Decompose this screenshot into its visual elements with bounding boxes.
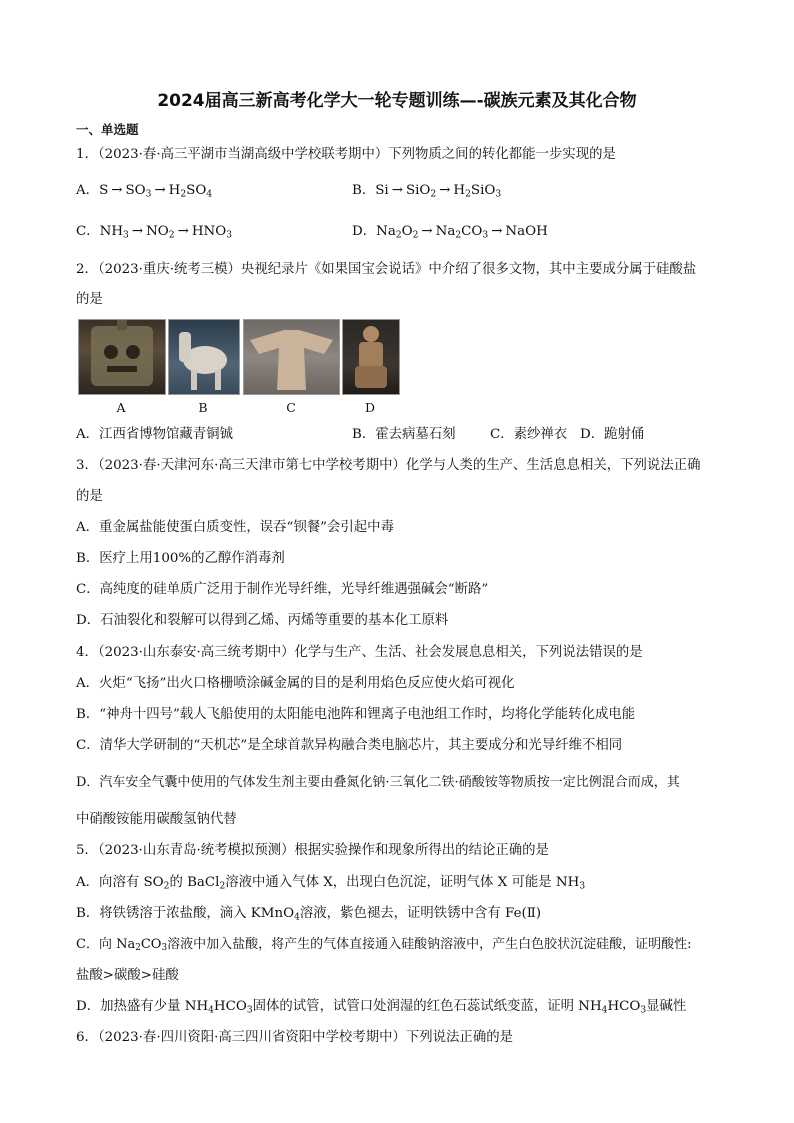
q2-option-c: C．素纱禅衣 bbox=[490, 427, 568, 442]
q1-option-d: D．$Na_2O_2 \to Na_2CO_3$ → NaOH bbox=[352, 224, 548, 241]
q2-option-a: A．江西省博物馆藏青铜铖 bbox=[76, 427, 233, 442]
q5-d-part1: D．加热盛有少量 NH bbox=[76, 999, 209, 1014]
q4-stem: 4．（2023·山东泰安·高三统考期中）化学与生产、生活、社会发展息息相关，下列说法错误的是 bbox=[76, 645, 643, 660]
q1-option-c: C．$NH_3 \to NO_2 \to HNO_3$ bbox=[76, 224, 232, 241]
q5-option-c-line2: 盐酸>碳酸>硅酸 bbox=[76, 968, 179, 983]
q5-option-c-line1: C．向 $Na_2CO_3$溶液中加入盐酸，将产生的气体直接通入硅酸钠溶液中，产生白色胶状沉淀硅酸，证明酸性: bbox=[76, 937, 692, 954]
q4-option-d-line1: D．汽车安全气囊中使用的气体发生剂主要由叠氮化钠·三氧化二铁·硝酸铵等物质按一定比例混合而成，其 bbox=[76, 775, 680, 790]
section-heading: 一、单选题 bbox=[76, 122, 139, 137]
q2-stem-line2: 的是 bbox=[76, 292, 103, 307]
image-label-b: B bbox=[198, 400, 208, 415]
q5-option-b: B．将铁锈溶于浓盐酸，滴入 KMnO$_4$溶液，紫色褪去，证明铁锈中含有 Fe(Ⅱ) bbox=[76, 906, 542, 923]
q5-d-part2: HCO bbox=[213, 999, 247, 1014]
image-label-a: A bbox=[116, 400, 126, 415]
q4-option-a: A．火炬“飞扬”出火口格栅喷涂碱金属的目的是利用焰色反应使火焰可视化 bbox=[76, 676, 515, 691]
q1-option-a: A．$S \to SO_3 \to H_2SO_4$ bbox=[76, 183, 213, 200]
q1-option-b-label: B． bbox=[352, 183, 376, 198]
kneeling-archer-image bbox=[342, 319, 400, 395]
stone-horse-image bbox=[168, 319, 240, 395]
q2-stem-line1: 2．（2023·重庆·统考三模）央视纪录片《如果国宝会说话》中介绍了很多文物，其中主要成分属于硅酸盐 bbox=[76, 262, 697, 277]
q1-stem: 1．（2023·春·高三平湖市当湖高级中学校联考期中）下列物质之间的转化都能一步实现的是 bbox=[76, 147, 616, 162]
q2-option-d: D．跪射俑 bbox=[580, 427, 645, 442]
q1-option-a-label: A． bbox=[76, 183, 100, 198]
q5-option-a: A．向溶有 $SO_2$的 BaCl$_2$溶液中通入气体 X，出现白色沉淀，证明气体 X 可能是 $NH_3$ bbox=[76, 875, 586, 892]
q5-a-part1: A．向溶有 SO bbox=[76, 875, 164, 890]
q5-c-part3: 溶液中加入盐酸，将产生的气体直接通入硅酸钠溶液中，产生白色胶状沉淀硅酸，证明酸性: bbox=[167, 937, 692, 952]
q5-c-part1: C．向 Na bbox=[76, 937, 136, 952]
q5-d-part3: 固体的试管，试管口处润湿的红色石蕊试纸变蓝，证明 NH bbox=[252, 999, 602, 1014]
q5-a-part3: 溶液中通入气体 X，出现白色沉淀，证明气体 X 可能是 NH bbox=[225, 875, 580, 890]
q4-option-b: B．“神舟十四号”载人飞船使用的太阳能电池阵和锂离子电池组工作时，均将化学能转化成电能 bbox=[76, 707, 636, 722]
image-label-d: D bbox=[364, 400, 376, 415]
image-label-c: C bbox=[286, 400, 296, 415]
q1-option-b: B．$Si \to SiO_2 \to H_2SiO_3$ bbox=[352, 183, 502, 200]
q5-c-part2: CO bbox=[140, 937, 162, 952]
q5-option-d: D．加热盛有少量 $NH_4HCO_3$固体的试管，试管口处润湿的红色石蕊试纸变蓝，证明 $NH_4HCO_3$显碱性 bbox=[76, 999, 687, 1016]
silk-robe-image bbox=[243, 319, 340, 395]
q3-option-d: D．石油裂化和裂解可以得到乙烯、丙烯等重要的基本化工原料 bbox=[76, 613, 449, 628]
q2-option-b: B．霍去病墓石刻 bbox=[352, 427, 456, 442]
page-title: 2024届高三新高考化学大一轮专题训练—-碳族元素及其化合物 bbox=[157, 91, 637, 111]
q3-option-a: A．重金属盐能使蛋白质变性，误吞“钡餐”会引起中毒 bbox=[76, 520, 394, 535]
q4-option-d-line2: 中硝酸铵能用碳酸氢钠代替 bbox=[76, 812, 237, 827]
q6-stem: 6．（2023·春·四川资阳·高三四川省资阳中学校考期中）下列说法正确的是 bbox=[76, 1030, 513, 1045]
q5-b-part2: 溶液，紫色褪去，证明铁锈中含有 Fe(Ⅱ) bbox=[299, 906, 542, 921]
bronze-yue-axe-image bbox=[78, 319, 166, 395]
q1-option-c-label: C． bbox=[76, 224, 100, 239]
q5-b-part1: B．将铁锈溶于浓盐酸，滴入 KMnO bbox=[76, 906, 295, 921]
q3-option-b: B．医疗上用100%的乙醇作消毒剂 bbox=[76, 551, 285, 566]
q1-option-d-label: D． bbox=[352, 224, 377, 239]
q4-option-c: C．清华大学研制的“天机芯”是全球首款异构融合类电脑芯片，其主要成分和光导纤维不相同 bbox=[76, 738, 623, 753]
q5-a-part2: 的 BaCl bbox=[169, 875, 220, 890]
q3-option-c: C．高纯度的硅单质广泛用于制作光导纤维，光导纤维遇强碱会“断路” bbox=[76, 582, 489, 597]
q5-d-part4: HCO bbox=[607, 999, 641, 1014]
q5-stem: 5．（2023·山东青岛·统考模拟预测）根据实验操作和现象所得出的结论正确的是 bbox=[76, 843, 549, 858]
q5-d-part5: 显碱性 bbox=[646, 999, 687, 1014]
q3-stem-line1: 3．（2023·春·天津河东·高三天津市第七中学校考期中）化学与人类的生产、生活息息相关，下列说法正确 bbox=[76, 458, 701, 473]
q3-stem-line2: 的是 bbox=[76, 489, 103, 504]
